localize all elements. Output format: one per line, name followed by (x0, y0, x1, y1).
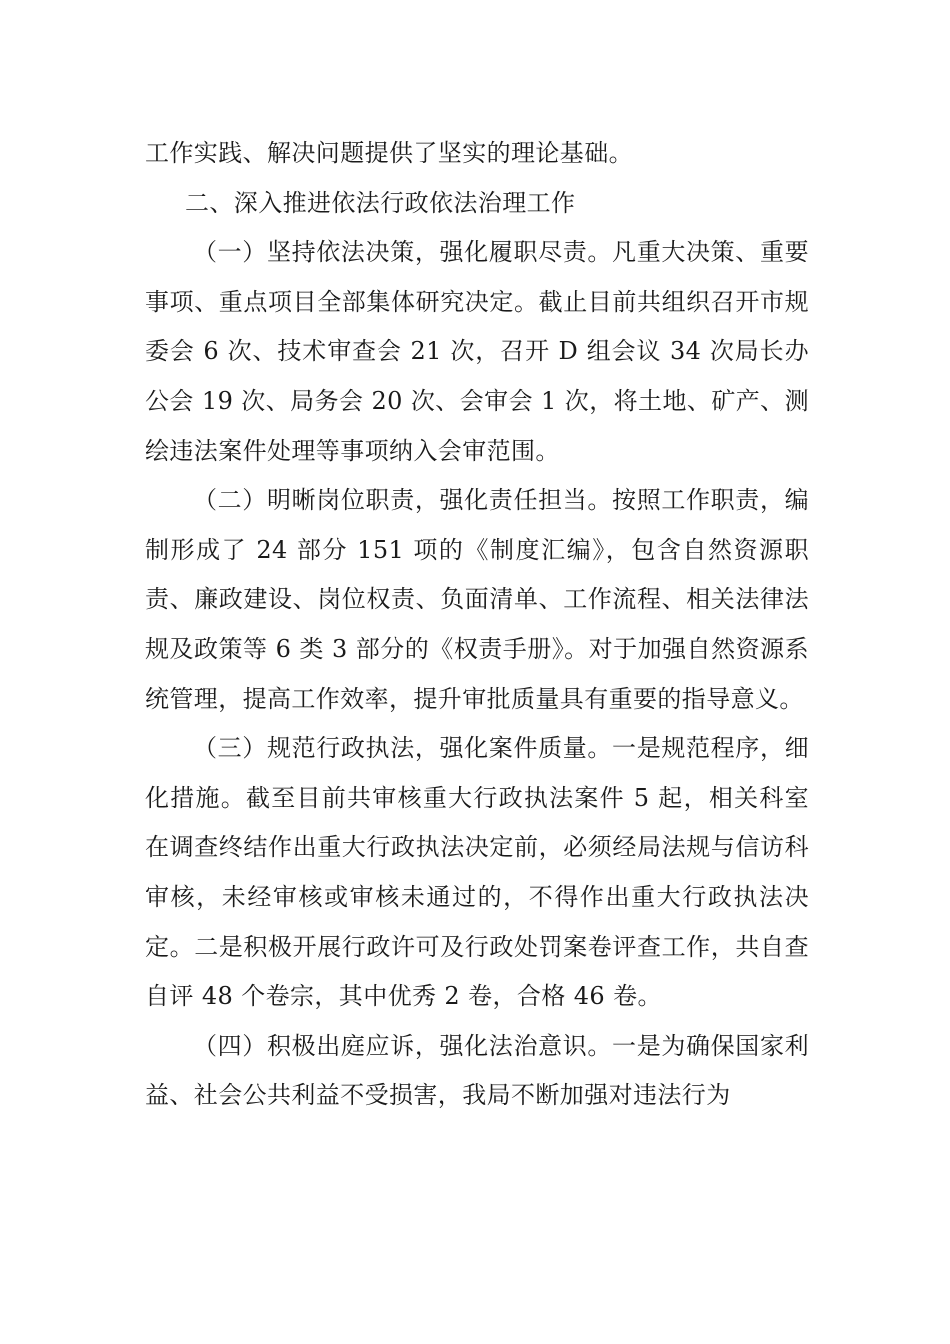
paragraph-decision: （一）坚持依法决策，强化履职尽责。凡重大决策、重要事项、重点项目全部集体研究决定。截止目前共组织召开市规委会 6 次、技术审查会 21 次，召开 D 组会议 34 次局长办公会 19 次、局务会 20 次、会审会 1 次，将土地、矿产、测绘违法案件处理等事项纳入会审范围。 (145, 238, 809, 465)
paragraph-litigation: （四）积极出庭应诉，强化法治意识。一是为确保国家利益、社会公共利益不受损害，我局不断加强对违法行为 (145, 1031, 809, 1110)
document-body (145, 129, 809, 1121)
paragraph-continuation: 工作实践、解决问题提供了坚实的理论基础。 (145, 139, 633, 167)
paragraph-enforcement: （三）规范行政执法，强化案件质量。一是规范程序，细化措施。截至目前共审核重大行政执法案件 5 起，相关科室在调查终结作出重大行政执法决定前，必须经局法规与信访科审核，未经审核或审核未通过的，不得作出重大行政执法决定。二是积极开展行政许可及行政处罚案卷评查工作，共自查自评 48 个卷宗，其中优秀 2 卷，合格 46 卷。 (145, 734, 809, 1011)
paragraph-responsibility: （二）明晰岗位职责，强化责任担当。按照工作职责，编制形成了 24 部分 151 项的《制度汇编》，包含自然资源职责、廉政建设、岗位权责、负面清单、工作流程、相关法律法规及政策等 6 类 3 部分的《权责手册》。对于加强自然资源系统管理，提高工作效率，提升审批质量具有重要的指导意义。 (145, 486, 809, 713)
section-heading: 二、深入推进依法行政依法治理工作 (185, 188, 576, 217)
